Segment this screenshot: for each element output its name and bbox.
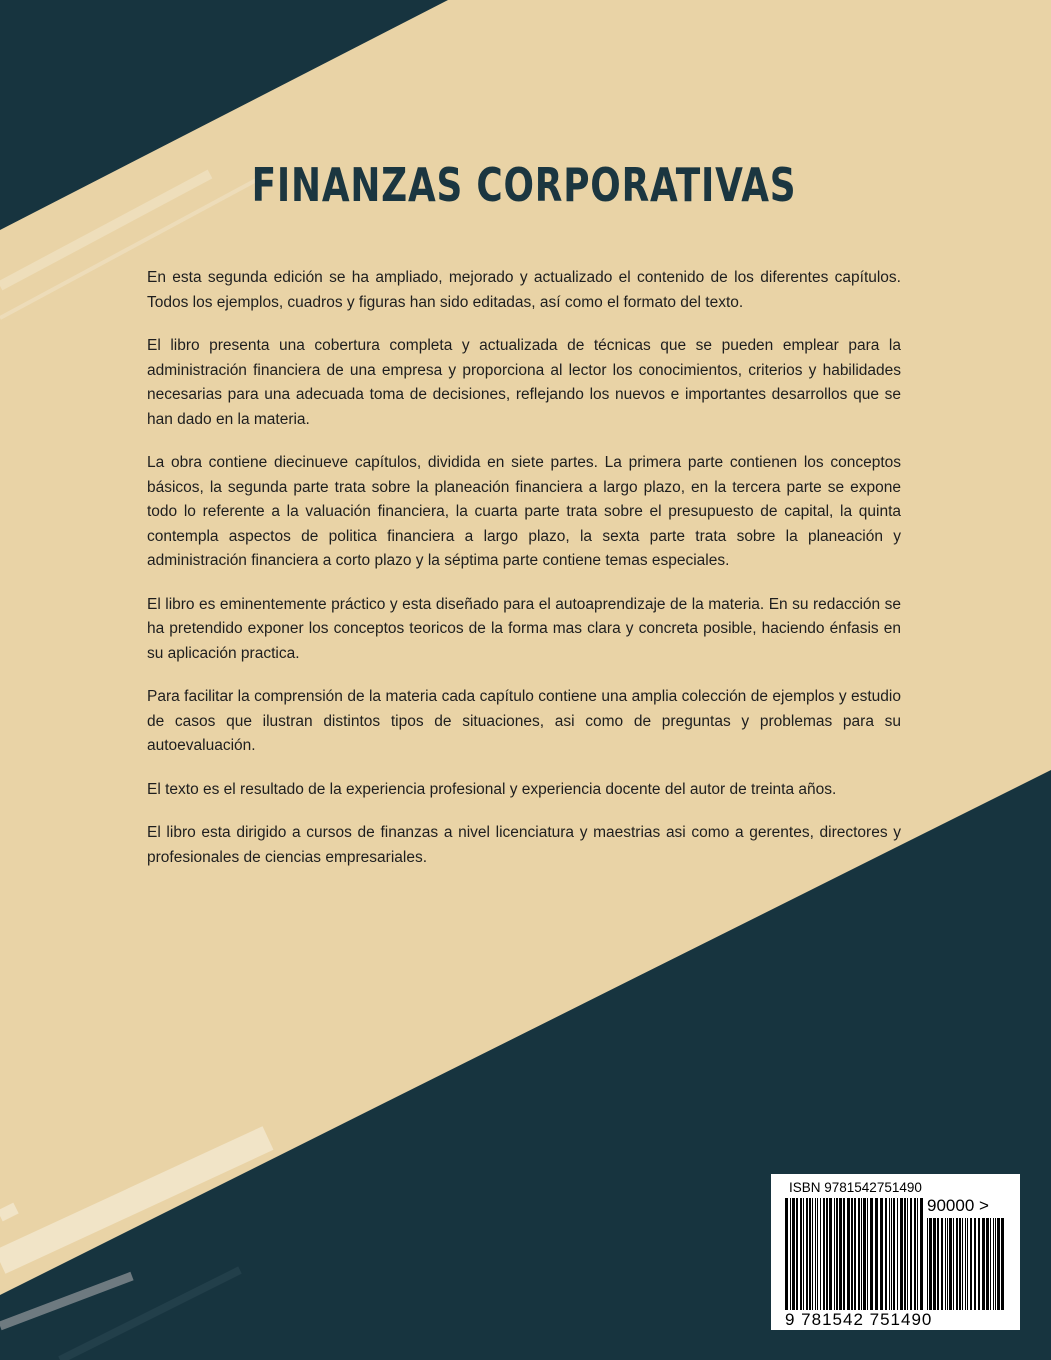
barcode-bar	[806, 1198, 808, 1310]
barcode-bar	[910, 1198, 912, 1310]
addon-barcode-bars	[927, 1218, 1005, 1310]
barcode-bar	[854, 1198, 856, 1310]
barcode-bar	[803, 1198, 804, 1310]
barcode-bar	[800, 1198, 802, 1310]
barcode-bar	[880, 1198, 883, 1310]
barcode-bar	[843, 1198, 845, 1310]
barcode-bar	[962, 1218, 963, 1310]
barcode-bar	[826, 1198, 828, 1310]
barcode-bar	[974, 1218, 976, 1310]
barcode-bar	[834, 1198, 835, 1310]
barcode-bar	[965, 1218, 966, 1310]
barcode-bar	[796, 1198, 798, 1310]
barcode-bar	[956, 1218, 958, 1310]
barcode-bar	[885, 1198, 887, 1310]
bottom-small-stripe	[0, 1208, 16, 1216]
barcode-bar	[790, 1198, 791, 1310]
barcode-bar	[870, 1198, 873, 1310]
barcode-bar	[858, 1198, 860, 1310]
barcode-bar	[897, 1198, 898, 1310]
barcode-bar	[949, 1218, 952, 1310]
barcode-bar	[986, 1218, 989, 1310]
description-text	[147, 266, 901, 889]
barcode-bar	[929, 1218, 932, 1310]
isbn-barcode	[771, 1174, 1020, 1330]
isbn-digits: 9 781542 751490	[785, 1310, 933, 1329]
book-title: FINANZAS CORPORATIVAS	[251, 158, 797, 212]
barcode-bar	[947, 1218, 948, 1310]
barcode-bar	[904, 1198, 906, 1310]
paragraph-7: El libro esta dirigido a cursos de finanzas a nivel licenciatura y maestrias asi como a gerentes, directores y profesionales de ciencias empresariales.	[147, 824, 901, 866]
barcode-bar	[959, 1218, 961, 1310]
barcode-bar	[937, 1218, 939, 1310]
paragraph-4: El libro es eminentemente práctico y esta diseñado para el autoaprendizaje de la materia. En su redacción se ha pretendido exponer los conceptos teoricos de la forma mas clara y concreta posible, haciendo énfasis en su aplicación practica.	[147, 595, 901, 662]
barcode-bar	[823, 1198, 825, 1310]
barcode-bar	[785, 1198, 788, 1310]
barcode-bar	[891, 1198, 892, 1310]
barcode-bar	[982, 1218, 985, 1310]
barcode-bar	[875, 1198, 878, 1310]
barcode-bar	[995, 1218, 996, 1310]
barcode-bar	[867, 1198, 868, 1310]
barcode-bar	[851, 1198, 853, 1310]
barcode-bar	[815, 1198, 816, 1310]
barcode-bar	[1001, 1218, 1004, 1310]
barcode-bar	[970, 1218, 972, 1310]
barcode-bar	[792, 1198, 795, 1310]
barcode-bar	[927, 1218, 928, 1310]
isbn-label: ISBN 9781542751490	[789, 1180, 922, 1195]
barcode-bar	[812, 1198, 813, 1310]
paragraph-2: El libro presenta una cobertura completa y actualizada de técnicas que se pueden emplear para la administración financiera de una empresa y proporciona al lector los conocimientos, criterios y habilidades necesarias para una adecuada toma de decisiones, reflejando los nuevos e importantes desarrollos que se han dado en la materia.	[147, 337, 901, 428]
paragraph-5: Para facilitar la comprensión de la materia cada capítulo contiene una amplia colección de ejemplos y estudio de casos que ilustran distintos tipos de situaciones, asi como de preguntas y problemas para su autoevaluación.	[147, 688, 901, 754]
barcode-bar	[836, 1198, 838, 1310]
barcode-bar	[990, 1218, 991, 1310]
barcode-bar	[861, 1198, 862, 1310]
barcode-bar	[933, 1218, 936, 1310]
barcode-bar	[941, 1218, 943, 1310]
barcode-bar	[945, 1218, 946, 1310]
barcode-bar	[914, 1198, 916, 1310]
barcode-bar	[997, 1218, 1000, 1310]
barcode-bar	[829, 1198, 832, 1310]
barcode-bar	[889, 1198, 890, 1310]
barcode-bar	[967, 1218, 968, 1310]
paragraph-1: En esta segunda edición se ha ampliado, mejorado y actualizado el contenido de los diferentes capítulos. Todos los ejemplos, cuadros y figuras han sido editadas, así como el formato del texto.	[147, 269, 901, 311]
barcode-bar	[809, 1198, 811, 1310]
barcode-bars	[785, 1198, 925, 1310]
barcode-bar	[907, 1198, 908, 1310]
barcode-bar	[978, 1218, 980, 1310]
barcode-bar	[839, 1198, 842, 1310]
barcode-bar	[863, 1198, 866, 1310]
barcode-bar	[817, 1198, 818, 1310]
barcode-bar	[920, 1198, 923, 1310]
barcode-bar	[993, 1218, 994, 1310]
paragraph-6: El texto es el resultado de la experiencia profesional y experiencia docente del autor de treinta años.	[147, 780, 837, 798]
paragraph-3: La obra contiene diecinueve capítulos, dividida en siete partes. La primera parte contienen los conceptos básicos, la segunda parte trata sobre la planeación financiera a largo plazo, en la tercera parte se expone todo lo referente a la valuación financiera, la cuarta parte trata sobre el presupuesto de capital, la quinta contempla aspectos de politica financiera a largo plazo, la sexta parte trata sobre la planeación y administración financiera a corto plazo y la séptima parte contiene temas especiales.	[147, 454, 901, 569]
barcode-bar	[893, 1198, 895, 1310]
barcode-bar	[953, 1218, 954, 1310]
barcode-bar	[917, 1198, 918, 1310]
barcode-bar	[900, 1198, 903, 1310]
barcode-bar	[847, 1198, 850, 1310]
barcode-bar	[820, 1198, 821, 1310]
price-code: 90000 >	[927, 1196, 989, 1215]
